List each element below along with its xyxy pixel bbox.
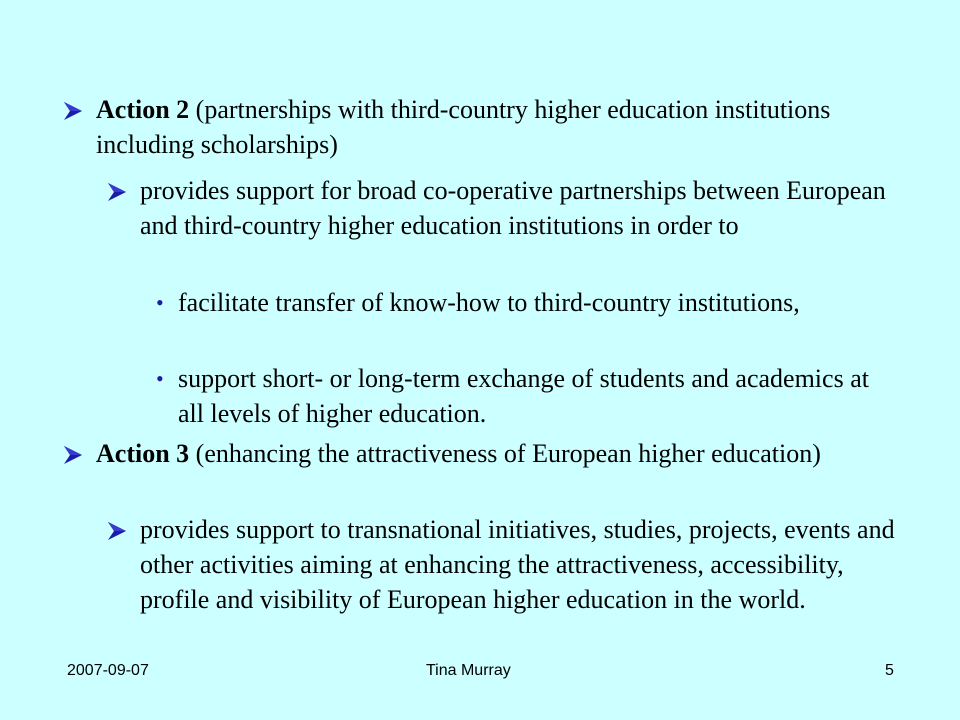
action-2-text: (partnerships with third-country higher education institutions including scholarships) — [96, 95, 831, 159]
footer-page-number: 5 — [885, 662, 894, 679]
arrow-bullet-icon — [106, 181, 128, 203]
action-3-text: (enhancing the attractiveness of European higher education) — [189, 439, 821, 468]
dot-bullet-icon: • — [156, 290, 164, 315]
dot-bullet-item-exchange — [156, 361, 876, 431]
arrow-bullet-icon — [106, 520, 128, 542]
dot-bullet-text: facilitate transfer of know-how to third-country institutions, — [178, 288, 800, 317]
action-2-label: Action 2 — [96, 95, 190, 124]
bullet-item-action-2 — [62, 92, 842, 162]
action-3-label: Action 3 — [96, 439, 190, 468]
sub-bullet-item-action-2 — [106, 173, 886, 243]
dot-bullet-text: support short- or long-term exchange of students and academics at all levels of higher education. — [178, 364, 869, 428]
dot-bullet-item-know-how — [156, 285, 836, 320]
dot-bullet-icon: • — [156, 366, 164, 391]
arrow-bullet-icon — [62, 444, 84, 466]
footer-author: Tina Murray — [426, 662, 511, 679]
sub-bullet-item-action-3 — [106, 512, 906, 617]
footer-date: 2007-09-07 — [67, 662, 149, 679]
arrow-bullet-icon — [62, 100, 84, 122]
sub-bullet-text: provides support for broad co-operative partnerships between European and third-country higher education institutions in order to — [140, 176, 886, 240]
sub-bullet-text: provides support to transnational initiatives, studies, projects, events and other activities aiming at enhancing the attractiveness, accessibility, profile and visibility of European higher education in the world. — [140, 515, 895, 614]
bullet-item-action-3 — [62, 436, 842, 471]
